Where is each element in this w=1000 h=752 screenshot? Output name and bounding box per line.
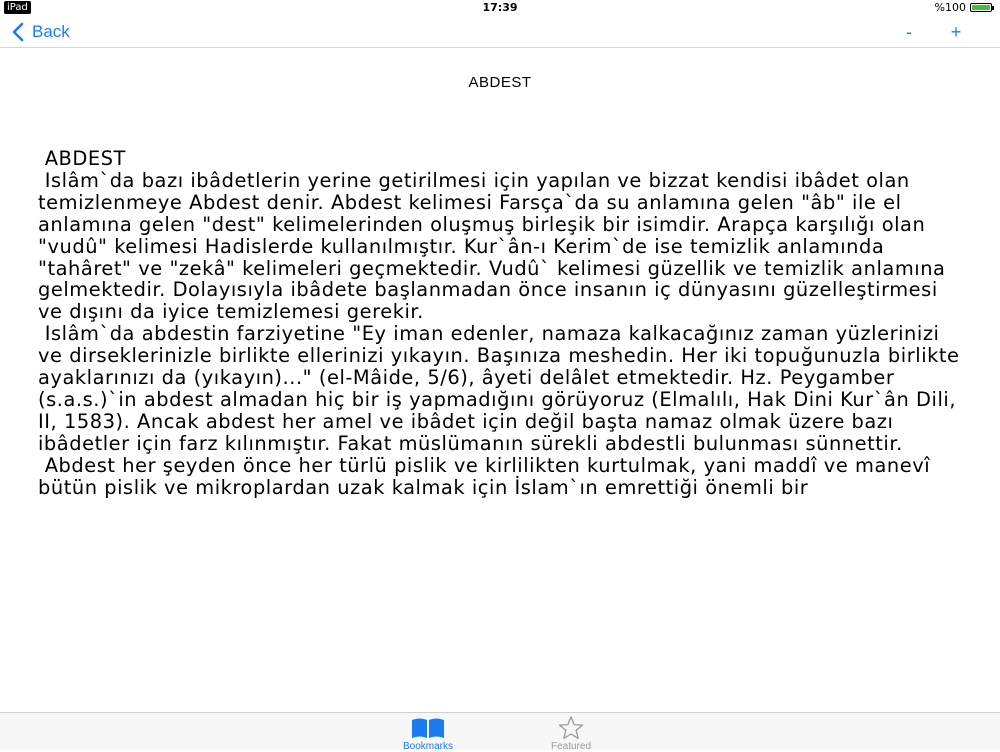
page-title: ABDEST [468, 74, 532, 91]
article-text[interactable]: ABDEST Islâm`da bazı ibâdetlerin yerine getirilmesi için yapılan ve bizzat kendisi ibâdet olan temizlenmeye Abdest denir. Abdest kelimesi Farsça`da su anlamına gelen "âb" ile el anlamına gelen "dest" kelimelerinden oluşmuş birleşik bir isimdir. Arapça karşılığı olan "vudû" kelimesi Hadislerde kullanılmıştır. Kur`ân-ı Kerim`de ise temizlik anlamında "tahâret" ve "zekâ" kelimeleri geçmektedir. Vudû` kelimesi güzellik ve temizlik anlamına gelmektedir. Dolayısıyla ibâdete başlanmadan önce insanın iç dünyasını güzelleştirmesi ve dışını da iyice temizlemesi gerekir. Islâm`da abdestin farziyetine "Ey iman edenler, namaza kalkacağınız zaman yüzlerinizi ve dirseklerinizle birlikte ellerinizi yıkayın. Başınıza meshedin. Her iki topuğunuzla birlikte ayaklarınızı da (yıkayın)..." (el-Mâide, 5/6), âyeti delâlet etmektedir. Hz. Peygamber (s.a.s.)`in abdest almadan hiç bir iş yapmadığını görüyoruz (Elmalılı, Hak Dini Kur`ân Dili, II, 1583). Ancak abdest her amel ve ibâdet için değil başta namaz olmak üzere bazı ibâdetler için farz kılınmıştır. Fakat müslümanın sürekli abdestli bulunması sünnettir. Abdest her şeyden önce her türlü pislik ve kirlilikten kurtulmak, yani maddî ve manevî bütün pislik ve mikroplardan uzak kalmak için İslam`ın emrettiği önemli bir [38, 148, 960, 499]
battery-status [935, 1, 992, 14]
tab-bookmarks[interactable] [383, 716, 473, 752]
tab-featured-label: Featured [550, 741, 592, 752]
carrier-label: iPad [4, 1, 31, 14]
chevron-left-icon [12, 22, 24, 42]
zoom-out-button[interactable]: - [906, 22, 912, 42]
status-bar [0, 0, 1000, 16]
zoom-in-button[interactable]: + [950, 22, 962, 42]
book-icon [383, 716, 473, 740]
tab-bookmarks-label: Bookmarks [402, 741, 453, 752]
tab-bar [0, 712, 1000, 750]
back-button[interactable] [12, 19, 70, 45]
clock: 17:39 [482, 1, 518, 14]
battery-percent: %100 [934, 1, 966, 14]
navigation-bar [0, 16, 1000, 48]
battery-icon [970, 3, 992, 12]
tab-featured[interactable] [526, 716, 616, 752]
back-label: Back [32, 22, 70, 41]
star-icon [526, 716, 616, 740]
